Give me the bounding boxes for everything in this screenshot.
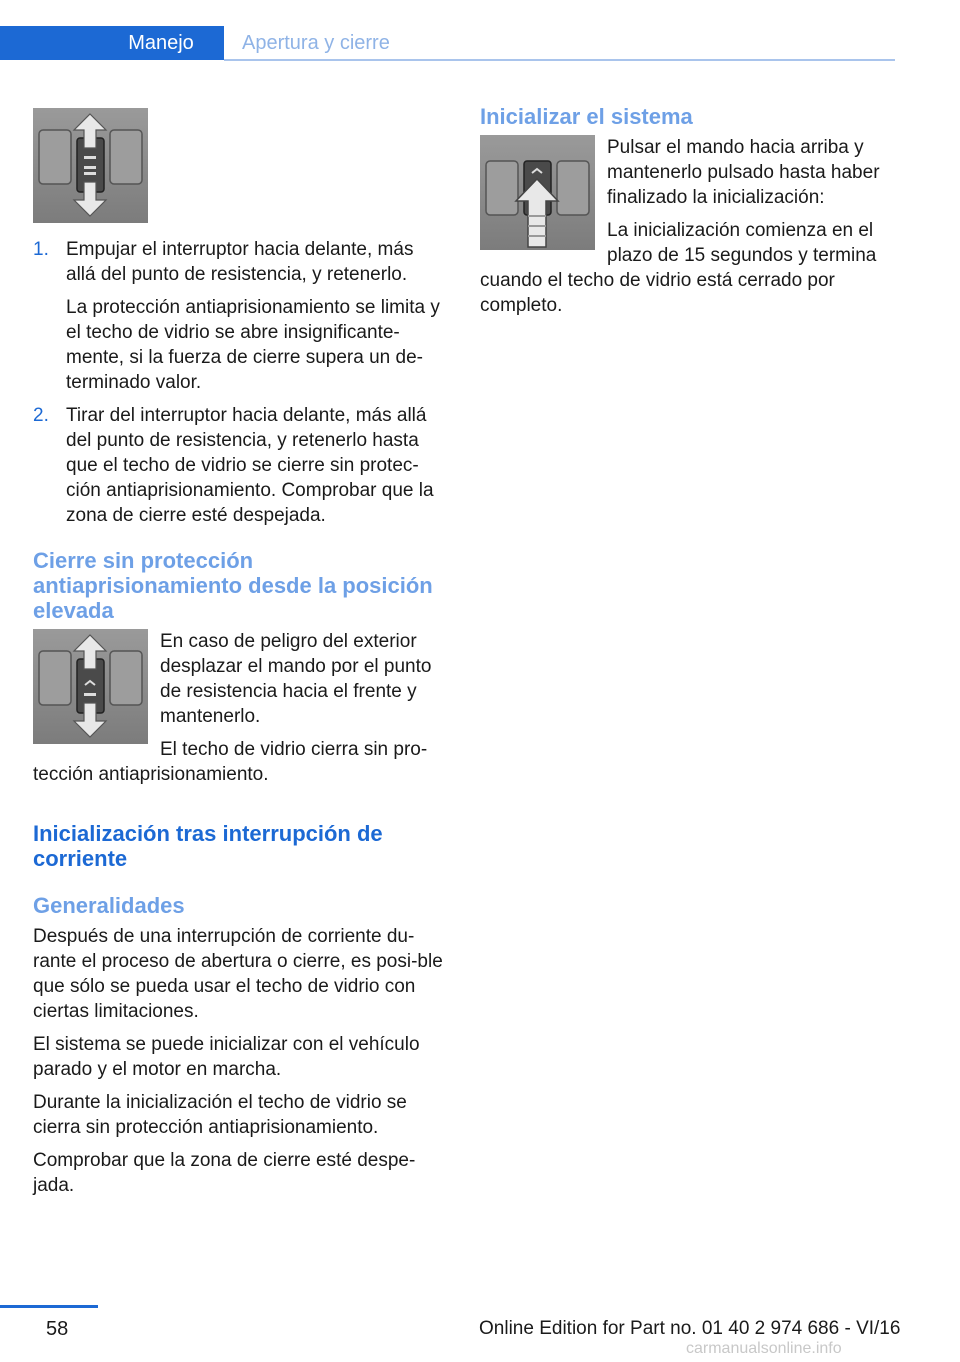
section-elevated-body	[33, 629, 445, 795]
roof-switch-icon	[480, 135, 595, 250]
heading-elevated-close: Cierre sin protección antiaprisionamiento desde la posición elevada	[33, 548, 433, 623]
step-text: La protección antiaprisionamiento se limita y el techo de vidrio se abre insignificante‐mente, si la fuerza de cierre supera un de‐terminado valor.	[66, 297, 440, 393]
paragraph: En caso de peligro del exterior desplazar el mando por el punto de resistencia hacia el frente y mantenerlo.	[160, 631, 432, 727]
heading-power-interruption: Inicialización tras interrupción de corriente	[33, 821, 383, 871]
roof-switch-icon	[33, 629, 148, 744]
header-accent-block	[0, 26, 98, 60]
paragraph: La inicialización comienza en el plazo de 15 segundos y termina cuando el techo de vidrio está cerrado por completo.	[480, 220, 877, 316]
tab-manejo[interactable]: Manejo	[98, 26, 224, 60]
paragraph: El techo de vidrio cierra sin pro‐tección antiaprisionamiento.	[33, 739, 428, 785]
paragraph: El sistema se puede inicializar con el vehículo parado y el motor en marcha.	[33, 1034, 420, 1080]
edition-text: Online Edition for Part no. 01 40 2 974 686 - VI/16	[479, 1318, 901, 1339]
steps-list	[33, 237, 445, 528]
footer-rule	[0, 1305, 98, 1308]
header-rule	[224, 59, 895, 61]
tab-apertura-y-cierre[interactable]: Apertura y cierre	[242, 32, 390, 54]
step-item-2	[33, 403, 445, 528]
roof-switch-up-down-figure	[33, 108, 148, 223]
roof-switch-icon	[33, 108, 148, 223]
watermark: carmanualsonline.info	[686, 1340, 842, 1357]
heading-initialize-system: Inicializar el sistema	[480, 104, 693, 129]
paragraph: Durante la inicialización el techo de vidrio se cierra sin protección antiaprisionamiento.	[33, 1092, 407, 1138]
step-number: 1.	[33, 239, 49, 260]
right-column	[480, 104, 892, 326]
step-item-1	[33, 237, 445, 395]
left-column	[33, 108, 445, 1206]
page-number: 58	[46, 1318, 69, 1340]
roof-switch-init-figure	[480, 135, 595, 250]
step-text: Empujar el interruptor hacia delante, más allá del punto de resistencia, y retenerlo.	[66, 239, 414, 285]
header-tab-bar	[0, 26, 895, 62]
step-text: Tirar del interruptor hacia delante, más allá del punto de resistencia, y retenerlo hasta que el techo de vidrio se cierre sin protec‐ción antiaprisionamiento. Comprobar que la zona de cierre esté despejada.	[66, 405, 434, 526]
paragraph: Comprobar que la zona de cierre esté despe‐jada.	[33, 1150, 416, 1196]
roof-switch-elevated-figure	[33, 629, 148, 744]
heading-generalidades: Generalidades	[33, 893, 185, 918]
paragraph: Pulsar el mando hacia arriba y mantenerlo pulsado hasta haber finalizado la inicialización:	[607, 137, 880, 208]
paragraph: Después de una interrupción de corriente du‐rante el proceso de abertura o cierre, es posi‐ble que sólo se pueda usar el techo de vidrio con ciertas limitaciones.	[33, 926, 443, 1022]
step-number: 2.	[33, 405, 49, 426]
